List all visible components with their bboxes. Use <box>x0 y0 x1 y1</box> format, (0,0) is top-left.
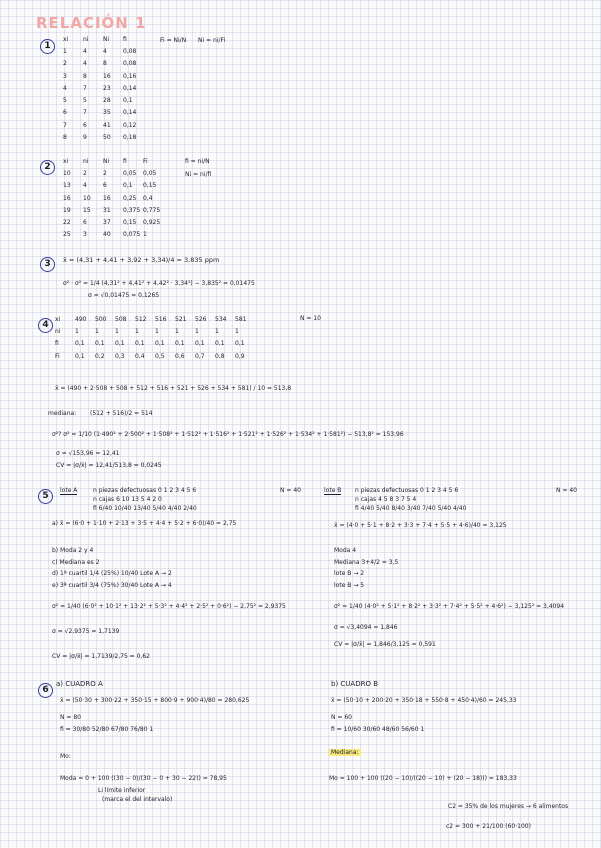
table-cell: 0,1 <box>95 340 105 348</box>
table-cell: 0,1 <box>215 340 225 348</box>
table-cell: 35 <box>103 109 111 117</box>
lote-a-std: σ = √2,9375 = 1,7139 <box>52 628 120 635</box>
table-cell: 19 <box>63 206 71 214</box>
table-row <box>63 70 143 82</box>
table-cell: 0,9 <box>235 352 245 360</box>
table-cell: 0,4 <box>143 194 153 202</box>
table-cell: 0,18 <box>123 134 137 142</box>
lote-b-moda: Moda 4 <box>334 547 357 554</box>
table-cell: 0,1 <box>123 97 133 105</box>
table-cell: 6 <box>83 121 87 129</box>
table-cell: 10 <box>83 194 91 202</box>
exercise-1-table <box>63 33 143 144</box>
table-row <box>55 338 255 350</box>
table-row <box>55 350 255 362</box>
table-cell: 1 <box>75 327 79 335</box>
table-row <box>63 107 143 119</box>
table-cell: 3 <box>83 231 87 239</box>
table-row <box>63 216 163 228</box>
exercise-4 <box>38 312 53 333</box>
table-cell: 0,05 <box>143 169 157 177</box>
lote-a-cajas: n cajas 6 10 13 5 4 2 0 <box>93 496 162 503</box>
table-cell: 5 <box>83 97 87 105</box>
table-cell: 0,925 <box>143 219 161 227</box>
table-cell: 7 <box>83 84 87 92</box>
table-header: Ni <box>103 35 110 43</box>
table-cell: 0,4 <box>135 352 145 360</box>
table-cell: 5 <box>63 97 67 105</box>
exercise-6 <box>38 677 53 698</box>
table-row <box>63 131 143 143</box>
cuadro-a-note: (marca el del intervalo) <box>102 796 173 803</box>
table-cell: 4 <box>83 47 87 55</box>
exercise-3 <box>40 251 55 272</box>
median-label: mediana: <box>48 410 77 417</box>
table-cell: ni <box>55 327 61 335</box>
std-formula: σ = √0,01475 = 0,1265 <box>88 292 160 299</box>
table-cell: 0,075 <box>123 231 141 239</box>
table-cell: 0,05 <box>123 169 137 177</box>
table-header: xi <box>63 35 69 43</box>
table-header: Ni <box>103 157 110 165</box>
table-cell: 0,5 <box>155 352 165 360</box>
lote-a-cv: CV = |σ/x̄| = 1,7139/2,75 = 0,62 <box>52 653 150 660</box>
table-cell: 521 <box>175 315 187 323</box>
lote-b-std: σ = √3,4094 = 1,846 <box>334 624 398 631</box>
total-n: N = 10 <box>300 315 321 322</box>
table-cell: 0,1 <box>123 182 133 190</box>
table-cell: 2 <box>63 60 67 68</box>
mean-formula: x̄ = (490 + 2·508 + 508 + 512 + 516 + 521 + 526 + 534 + 581) / 10 = 513,8 <box>55 385 292 392</box>
lote-a-mean: a) x̄ = (6·0 + 1·10 + 2·13 + 3·5 + 4·4 + 5·2 + 6·0)/40 = 2,75 <box>52 520 237 527</box>
table-cell: 0,08 <box>123 47 137 55</box>
table-cell: 1 <box>175 327 179 335</box>
cuadro-b-note: C2 = 35% de los mujeres → 6 alimentos <box>448 803 569 810</box>
table-cell: 0,25 <box>123 194 137 202</box>
formula: fi = ni/N <box>185 158 210 165</box>
table-cell: 31 <box>103 206 111 214</box>
table-cell: 508 <box>115 315 127 323</box>
table-cell: 0,375 <box>123 206 141 214</box>
table-cell: 41 <box>103 121 111 129</box>
table-row <box>63 45 143 57</box>
table-cell: 0,1 <box>75 352 85 360</box>
table-cell: 6 <box>63 109 67 117</box>
lote-b-label: lote B <box>324 487 342 494</box>
table-row <box>63 192 163 204</box>
table-cell: 8 <box>63 134 67 142</box>
table-cell: 2 <box>83 169 87 177</box>
exercise-number: 4 <box>38 318 53 333</box>
exercise-number: 2 <box>40 160 55 175</box>
cuadro-b-fi: fi = 10/60 30/60 48/60 56/60 1 <box>331 726 425 733</box>
table-cell: 516 <box>155 315 167 323</box>
exercise-2 <box>40 154 55 175</box>
table-header: xi <box>63 157 69 165</box>
table-cell: fi <box>55 340 59 348</box>
lote-b-cajas: n cajas 4 5 8 3 7 5 4 <box>355 496 417 503</box>
table-cell: 40 <box>103 231 111 239</box>
table-cell: 1 <box>235 327 239 335</box>
cuadro-a-fi: fi = 30/80 52/80 67/80 76/80 1 <box>60 726 154 733</box>
exercise-number: 3 <box>40 257 55 272</box>
lote-a-q1: d) 1ª cuartil 1/4 (25%) 10/40 Lote A → 2 <box>52 570 172 577</box>
table-cell: 8 <box>83 72 87 80</box>
table-cell: 2 <box>103 169 107 177</box>
table-cell: 6 <box>83 219 87 227</box>
lote-b-mediana: Mediana 3+4/2 = 3,5 <box>334 559 399 566</box>
table-cell: 7 <box>83 109 87 117</box>
exercise-number: 6 <box>38 683 53 698</box>
cuadro-b-mean: x̄ = (50·10 + 200·20 + 350·18 + 550·8 + 450·4)/60 = 245,33 <box>331 697 517 704</box>
table-row <box>63 167 163 179</box>
lote-a-mediana: c) Mediana es 2 <box>52 559 100 566</box>
lote-a-variance: σ² = 1/40 (6·0² + 10·1² + 13·2² + 5·3² + 4·4² + 2·5² + 0·6²) − 2,75² = 2,9375 <box>52 603 286 610</box>
table-cell: 4 <box>63 84 67 92</box>
table-cell: 0,1 <box>115 340 125 348</box>
table-cell: 3 <box>63 72 67 80</box>
lote-b-fi: fi 4/40 5/40 8/40 3/40 7/40 5/40 4/40 <box>355 505 467 512</box>
table-cell: 1 <box>215 327 219 335</box>
table-cell: 500 <box>95 315 107 323</box>
table-cell: 4 <box>83 182 87 190</box>
table-cell: 0,775 <box>143 206 161 214</box>
table-cell: 0,1 <box>75 340 85 348</box>
table-cell: 16 <box>103 194 111 202</box>
lote-b-desc: n piezas defectuosas 0 1 2 3 4 5 6 <box>355 487 459 494</box>
lote-b-n: N = 40 <box>556 487 577 494</box>
cuadro-a-label: a) CUADRO A <box>56 680 103 688</box>
lote-a-q3: e) 3ª cuartil 3/4 (75%) 30/40 Lote A → 4 <box>52 582 172 589</box>
table-cell: 4 <box>103 47 107 55</box>
table-cell: 1 <box>95 327 99 335</box>
table-cell: 1 <box>135 327 139 335</box>
table-cell: 490 <box>75 315 87 323</box>
exercise-4-table <box>55 313 255 362</box>
table-cell: 23 <box>103 84 111 92</box>
table-cell: 15 <box>83 206 91 214</box>
table-header: Fi <box>143 157 148 165</box>
table-cell: 1 <box>155 327 159 335</box>
table-cell: 22 <box>63 219 71 227</box>
table-cell: 0,8 <box>215 352 225 360</box>
table-header-row <box>63 155 163 167</box>
table-cell: 16 <box>103 72 111 80</box>
lote-b-cv: CV = |σ/x̄| = 1,846/3,125 = 0,591 <box>334 641 436 648</box>
cuadro-b-label: b) CUADRO B <box>331 680 378 688</box>
cuadro-a-n: N = 80 <box>60 714 81 721</box>
table-cell: 1 <box>63 47 67 55</box>
table-cell: 0,1 <box>195 340 205 348</box>
table-cell: 534 <box>215 315 227 323</box>
cuadro-b-mediana-label: Mediana: <box>331 749 359 756</box>
exercise-number: 5 <box>38 489 53 504</box>
lote-b-q3: lote B → 5 <box>334 582 365 589</box>
table-cell: 4 <box>83 60 87 68</box>
cuadro-a-note: Li límite inferior <box>98 787 146 794</box>
page-title: RELACIÓN 1 <box>36 14 147 32</box>
table-cell: 0,08 <box>123 60 137 68</box>
table-cell: 16 <box>63 194 71 202</box>
table-row <box>63 180 163 192</box>
lote-a-moda: b) Moda 2 y 4 <box>52 547 94 554</box>
exercise-2-table <box>63 155 163 241</box>
table-row <box>63 119 143 131</box>
formula: Fi = Ni/N <box>160 37 187 44</box>
table-cell: 0,12 <box>123 121 137 129</box>
table-cell: 526 <box>195 315 207 323</box>
exercise-1 <box>40 33 55 54</box>
table-cell: 6 <box>103 182 107 190</box>
table-cell: 0,14 <box>123 109 137 117</box>
table-header: fi <box>123 35 127 43</box>
table-cell: 581 <box>235 315 247 323</box>
table-row <box>55 313 255 325</box>
table-cell: 37 <box>103 219 111 227</box>
lote-a-desc: n piezas defectuosas 0 1 2 3 4 5 6 <box>93 487 197 494</box>
table-header-row <box>63 33 143 45</box>
table-row <box>63 204 163 216</box>
lote-a-label: lote A <box>60 487 78 494</box>
table-row <box>63 229 163 241</box>
exercise-5 <box>38 483 53 504</box>
table-cell: 0,15 <box>143 182 157 190</box>
table-cell: 0,1 <box>175 340 185 348</box>
table-cell: 0,1 <box>135 340 145 348</box>
table-row <box>55 325 255 337</box>
table-cell: 0,16 <box>123 72 137 80</box>
table-cell: 0,14 <box>123 84 137 92</box>
lote-b-mean: x̄ = (4·0 + 5·1 + 8·2 + 3·3 + 7·4 + 5·5 + 4·6)/40 = 3,125 <box>334 522 507 529</box>
table-cell: 7 <box>63 121 67 129</box>
cuadro-b-note: c2 = 300 + 21/100 (60·100) <box>446 823 531 830</box>
cuadro-b-n: N = 60 <box>331 714 352 721</box>
table-cell: 8 <box>103 60 107 68</box>
table-cell: 0,15 <box>123 219 137 227</box>
table-cell: 0,1 <box>155 340 165 348</box>
lote-b-q1: lote B → 2 <box>334 570 365 577</box>
table-cell: 9 <box>83 134 87 142</box>
formula: Ni = ni/fi <box>185 171 212 178</box>
table-row <box>63 94 143 106</box>
cuadro-a-mo-label: Mo: <box>60 753 71 760</box>
cv-formula: CV = |σ/x̄| = 12,41/513,8 = 0,0245 <box>56 462 162 469</box>
median-formula: (512 + 516)/2 = 514 <box>90 410 153 417</box>
table-cell: Fi <box>55 352 60 360</box>
lote-b-variance: σ² = 1/40 (4·0² + 5·1² + 8·2² + 3·3² + 7·4² + 5·5² + 4·6²) − 3,125² = 3,4094 <box>334 603 565 610</box>
table-cell: 10 <box>63 169 71 177</box>
lote-a-n: N = 40 <box>280 487 301 494</box>
std-formula: σ = √153,96 = 12,41 <box>56 450 120 457</box>
mean-formula: x̄ = (4,31 + 4,41 + 3,92 + 3,34)/4 = 3,835 ppm <box>63 256 220 264</box>
table-cell: 0,1 <box>235 340 245 348</box>
exercise-number: 1 <box>40 39 55 54</box>
table-row <box>63 82 143 94</box>
cuadro-a-mean: x̄ = (50·30 + 300·22 + 350·15 + 800·9 + 900·4)/80 = 280,625 <box>60 697 250 704</box>
table-cell: 0,2 <box>95 352 105 360</box>
variance-formula: σ²? σ² = 1/10 (1·490² + 2·500² + 1·508² + 1·512² + 1·516² + 1·521² + 1·526² + 1·534² + 1·581²) − 513,8² = 153,96 <box>52 431 404 438</box>
table-cell: 1 <box>115 327 119 335</box>
table-cell: 13 <box>63 182 71 190</box>
table-cell: 50 <box>103 134 111 142</box>
table-cell: 25 <box>63 231 71 239</box>
variance-formula: σ² · σ² = 1/4 (4,31² + 4,41² + 4,42² · 3,34²) − 3,835² = 0,01475 <box>63 280 255 287</box>
table-row <box>63 58 143 70</box>
table-cell: xi <box>55 315 61 323</box>
table-cell: 0,7 <box>195 352 205 360</box>
table-cell: 28 <box>103 97 111 105</box>
table-cell: 1 <box>195 327 199 335</box>
formula: Ni = ni/Fi <box>198 37 226 44</box>
table-cell: 0,6 <box>175 352 185 360</box>
table-cell: 1 <box>143 231 147 239</box>
table-header: fi <box>123 157 127 165</box>
table-cell: 512 <box>135 315 147 323</box>
lote-a-fi: fi 6/40 10/40 13/40 5/40 4/40 2/40 <box>93 505 197 512</box>
table-header: ni <box>83 35 89 43</box>
table-cell: 0,3 <box>115 352 125 360</box>
table-header: ni <box>83 157 89 165</box>
cuadro-b-moda: Mo = 100 + 100 ((20 − 10)/((20 − 10) + (20 − 18))) = 183,33 <box>329 775 517 782</box>
cuadro-a-moda: Moda = 0 + 100 ((30 − 0)/(30 − 0 + 30 − 22)) = 78,95 <box>60 775 227 782</box>
